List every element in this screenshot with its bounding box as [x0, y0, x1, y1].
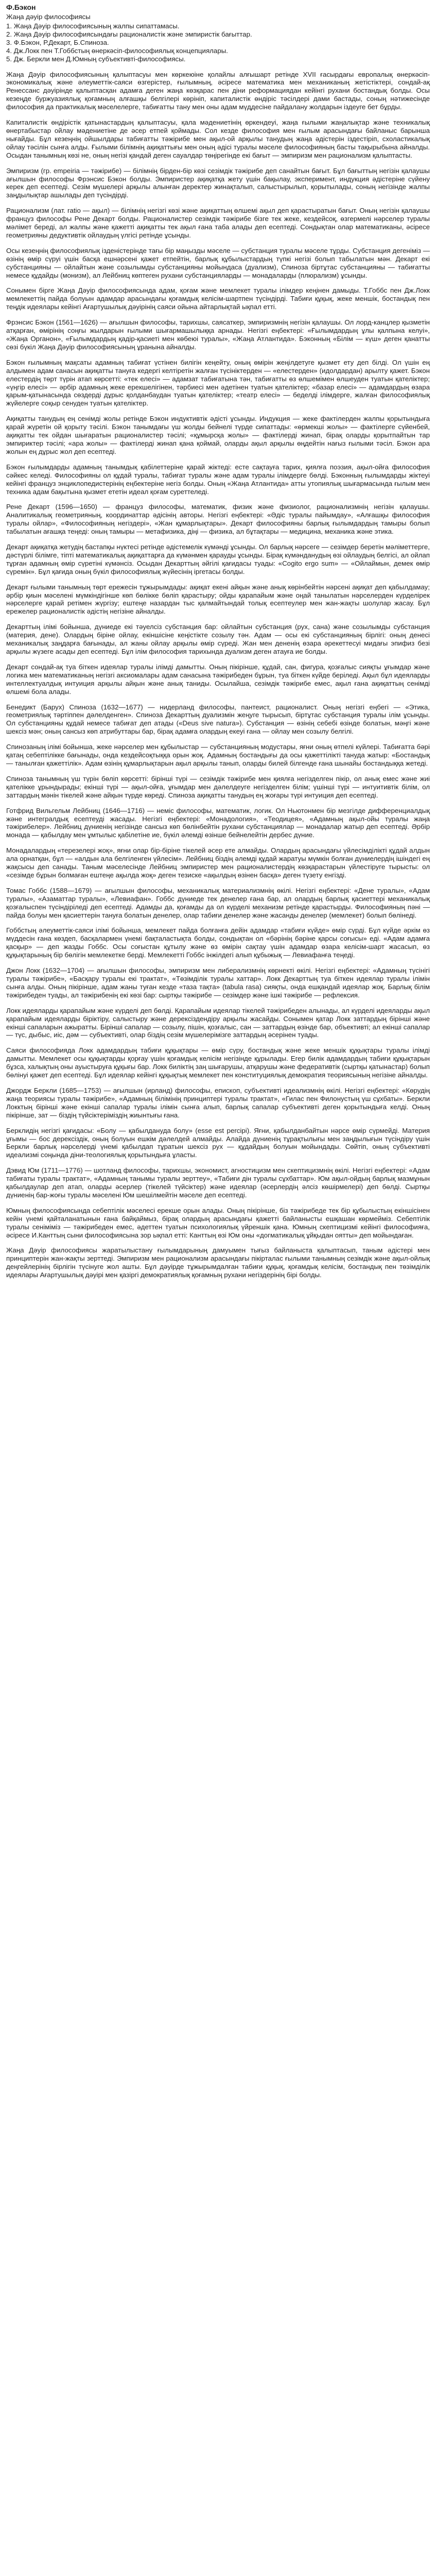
paragraph: Дэвид Юм (1711—1776) — шотланд философы, тарихшы, экономист, агностицизм мен скептицизмнің өкілі. Негізгі еңбектері: «Адам табиғаты туралы трактат», «Адамның танымы туралы зерттеу», «Табиғи дін туралы сұхбаттар». Юм ақыл-ойдың барлық мазмұнын қабылдаулар деп атап, оларды әсерлер (тікелей түйсіктер) және идеялар (әсерлердің әлсіз көшірмелері) деп бөлді. Сыртқы дүниенің бар-жоғы туралы мәселені Юм шешілмейтін мәселе деп есептеді. — [6, 1166, 430, 1199]
paragraph: Джордж Беркли (1685—1753) — ағылшын (ирланд) философы, епископ, субъективті идеализмнің өкілі. Негізгі еңбектері: «Көрудің жаңа теориясы туралы тәжірибе», «Адамның білімінің принциптері туралы трактат», «Гилас пен Филонустың үш сұхбаты». Беркли Локктың бірінші және екінші сапалар туралы ілімін сынға алып, барлық сапалар субъективті деген қорытындыға келді. Оның пікірінше, зат — біздің түйсіктеріміздің жиынтығы ғана. — [6, 1086, 430, 1119]
paragraph: Фрэнсис Бэкон (1561—1626) — ағылшын философы, тарихшы, саясаткер, эмпиризмнің негізін қалаушы. Ол лорд-канцлер қызметін атқарған, өмірінің соңғы жылдарын ғылыми шығармашылыққа арнады. Негізгі еңбектері: «Ғылымдардың ұлы қалпына келуі», «Жаңа Органон», «Ғылымдардың қадір-қасиеті мен көбеюі туралы», «Жаңа Атлантида». Бэконның «Білім — күш» деген қанатты сөзі бүкіл Жаңа Дәуір философиясының ұранына айналды. — [6, 318, 430, 351]
paragraph: Саяси философияда Локк адамдардың табиғи құқықтары — өмір сүру, бостандық және жеке меншік құқықтары туралы ілімді дамытты. Мемлекет осы құқықтарды қорғау үшін қоғамдық келісім негізінде құрылады. Егер билік адамдардың табиғи құқықтарын бұзса, халықтың оны ауыстыруға құқығы бар. Локк биліктің заң шығарушы, атқарушы және федеративтік (сыртқы қатынастар) болып бөлінуі қажет деп есептеді. Бұл идеялар кейінгі құқықтық мемлекет пен конституциялық демократия теориясының негізіне айналды. — [6, 1046, 430, 1079]
paragraph: Декарт ақиқатқа жетудің бастапқы нүктесі ретінде әдістемелік күмәнді ұсынды. Ол барлық нәрсеге — сезімдер беретін мәліметтерге, дәстүрлі білімге, тіпті математикалық ақиқаттарға да күмәнмен қарауды ұсынды. Бірақ күмәнданудың өзі ойлаудың белгісі, ал ойлап тұрған адамның өмір сүретіні күмәнсіз. Осыдан Декарттың әйгілі қағидасы туады: «Cogito ergo sum» — «Ойлаймын, демек өмір сүремін». Бұл қағида оның бүкіл философиялық жүйесінің іргетасы болды. — [6, 543, 430, 575]
paragraph: Юмның философиясында себептілік мәселесі ерекше орын алады. Оның пікірінше, біз тәжірибеде тек бір құбылыстың екіншісінен кейін үнемі қайталанатынын ғана байқаймыз, бірақ олардың арасындағы қажетті байланысты ешқашан көрмейміз. Себептілік туралы сеніміміз — тәжірибеден емес, әдеттен туатын психологиялық үйреншік қана. Юмның скептицизмі кейінгі философияға, әсіресе И.Канттың сыни философиясына зор ықпал етті: Канттың өзі Юм оны «догматикалық ұйқыдан оятты» деп мойындаған. — [6, 1206, 430, 1239]
paragraph: Бэкон ғылымның мақсаты адамның табиғат үстінен билігін кеңейту, оның өмірін жеңілдетуге қызмет ету деп білді. Ол үшін ең алдымен адам санасын ақиқатты тануға кедергі келтіретін жалған түсініктерден — «елестерден» (идолдардан) арылту қажет. Бэкон елестердің төрт түрін атап көрсетті: «тек елесі» — адамзат табиғатына тән, табиғатты өз өлшемімен өлшеуден туатын қателіктер; «үңгір елесі» — әрбір адамның жеке ерекшелігінен, тәрбиесі мен әдетінен туатын қателіктер; «базар елесі» — адамдардың өзара қарым-қатынасында сөздерді дұрыс қолданбаудан туатын қателіктер; «театр елесі» — беделді ілімдерге, жалған философиялық жүйелерге соқыр сенуден туатын қателіктер. — [6, 358, 430, 408]
paragraph: Капиталистік өндірістік қатынастардың қалыптасуы, қала мәдениетінің өркендеуі, жаңа ғылыми жаңалықтар және техникалық өнертабыстар ойлау мәдениетіне де әсер етпей қоймады. Сол кезде философия мен ғылым арасындағы байланыс барынша нығайды. Бұл кезеңнің ойшылдары табиғатты тәжірибе мен ақыл-ой арқылы танудың жаңа әдістерін іздестіріп, схоластикалық ойлау тәсілін сынға алды. Ғылыми білімнің ақиқаттығы мен оның әдісі туралы мәселе философияның басты тақырыбына айналды. Осыдан танымның көзі не, оның негізі қандай деген сауалдар төңірегінде екі бағыт — эмпиризм мен рационализм қалыптасты. — [6, 118, 430, 159]
outline-item: 5. Дж. Беркли мен Д.Юмның субъективті-философиясы. — [6, 55, 186, 63]
paragraph: Томас Гоббс (1588—1679) — ағылшын философы, механикалық материализмнің өкілі. Негізгі еңбектері: «Дене туралы», «Адам туралы», «Азаматтар туралы», «Левиафан». Гоббс дүниеде тек денелер ғана бар, ал олардың барлық қасиеттері механикалық қозғалыспен түсіндіріледі деп есептеді. Адамды да, қоғамды да ол күрделі механизм ретінде қарастырды. Философияның пәні — пайда болуы мен қасиеттерін тануға болатын денелер, олар табиғи денелер және жасанды денелер (мемлекет) болып бөлінеді. — [6, 886, 430, 919]
document-title: Ф.Бэкон — [6, 3, 36, 11]
paragraph: Осы кезеңнің философиялық ізденістерінде тағы бір маңызды мәселе — субстанция туралы мәселе тұрды. Субстанция дегеніміз — өзінің өмір сүруі үшін басқа ешнәрсені қажет етпейтін, барлық құбылыстардың түпкі негізі болып табылатын мән. Декарт екі субстанцияны — ойлайтын және созылымды субстанцияны мойындаса (дуализм), Спиноза біртұтас субстанцияны — табиғатты немесе құдайды (монизм), ал Лейбниц көптеген рухани субстанцияларды — монадаларды (плюрализм) ұсынды. — [6, 246, 430, 279]
outline-item: 3. Ф.Бэкон, Р.Декарт, Б.Спиноза. — [6, 38, 109, 46]
paragraph: Эмпиризм (гр. empeiria — тәжірибе) — білімнің бірден-бір көзі сезімдік тәжірибе деп санайтын бағыт. Бұл бағыттың негізін қалаушы ағылшын философы Фрэнсис Бэкон болды. Эмпиристер ақиқатқа жету үшін бақылау, эксперимент, индукция әдістеріне сүйену керек деп есептеді. Сезім мүшелері арқылы алынған деректер жинақталып, салыстырылып, қорытылады, соның негізінде жалпы заңдылықтар ашылады деп түсіндірді. — [6, 166, 430, 199]
outline-item: 4. Дж.Локк пен Т.Гоббстың өнеркәсіп-философиялық концепциялары. — [6, 46, 228, 55]
paragraph: Ақиқатты танудың ең сенімді жолы ретінде Бэкон индуктивтік әдісті ұсынды. Индукция — жеке фактілерден жалпы қорытындыға қарай жүретін ой қорыту тәсілі. Бэкон танымдағы үш жолды бейнелі түрде сипаттады: «өрмекші жолы» — фактілерге сүйенбей, ақиқатты тек ойдан шығаратын рационалистер тәсілі; «құмырсқа жолы» — фактілерді жинап, бірақ оларды қорытпайтын тар эмпириктер тәсілі; «ара жолы» — фактілерді жинап қана қоймай, оларды ақыл арқылы өңдейтін нағыз ғылыми тәсіл. Бэкон ара жолын ең дұрыс жол деп есептеді. — [6, 415, 430, 455]
paragraph: Локк идеяларды қарапайым және күрделі деп бөлді. Қарапайым идеялар тікелей тәжірибеден алынады, ал күрделі идеяларды ақыл қарапайым идеяларды біріктіру, салыстыру және дерексіздендіру арқылы жасайды. Сонымен қатар Локк заттардың бірінші және екінші сапаларын ажыратты. Бірінші сапалар — созылу, пішін, қозғалыс, сан — заттардың өзінде бар, объективті; ал екінші сапалар — түс, дыбыс, иіс, дәм — субъективті, олар біздің сезім мүшелерімізге заттардың әсерінен туады. — [6, 1006, 430, 1039]
paragraph: Спинозаның ілімі бойынша, жеке нәрселер мен құбылыстар — субстанцияның модустары, яғни оның өтпелі күйлері. Табиғатта бәрі қатаң себептілікке бағынады, онда кездейсоқтыққа орын жоқ. Адамның бостандығы да осы қажеттілікті тануда жатыр: «Бостандық — танылған қажеттілік». Адам өзінің құмарлықтарын ақыл арқылы танып, оларды билей білгенде ғана шынайы бостандыққа жетеді. — [6, 743, 430, 767]
paragraph: Декарт ғылыми танымның төрт ережесін тұжырымдады: ақиқат екені айқын және анық көрінбейтін нәрсені ақиқат деп қабылдамау; әрбір қиын мәселені мүмкіндігінше көп бөлікке бөліп қарастыру; ойды қарапайым және оңай танылатын нәрселерден күрделірек нәрселерге қарай ретімен жүргізу; ештеңе назардан тыс қалмайтындай толық есептеулер мен жан-жақты шолулар жасау. Бұл ережелер рационалистік әдістің негізіне айналды. — [6, 583, 430, 616]
outline-item: 1. Жаңа Дәуір философиясының жалпы сипаттамасы. — [6, 22, 180, 30]
paragraph: Жаңа Дәуір философиясы жаратылыстану ғылымдарының дамуымен тығыз байланыста қалыптасып, таным әдістері мен принциптерін жан-жақты зерттеді. Эмпиризм мен рационализм арасындағы пікірталас ғылыми танымның сезімдік және ақыл-ойлық деңгейлерінің бірлігін түсінуге жол ашты. Бұл дәуірде тұжырымдалған табиғи құқық, қоғамдық келісім, бостандық пен төзімділік идеялары Ағартушылық дәуірі мен қазіргі демократиялық қоғамның рухани негіздерінің бірі болды. — [6, 1246, 430, 1279]
paragraph: Берклидің негізгі қағидасы: «Болу — қабылдануда болу» (esse est percipi). Яғни, қабылданбайтын нәрсе өмір сүрмейді. Материя ұғымы — бос дерексіздік, оның болуын ешкім дәлелдей алмайды. Алайда дүниенің тұрақтылығы мен заңдылығын түсіндіру үшін Беркли барлық нәрселерді үнемі қабылдап тұратын шексіз рух — құдайдың болуын мойындады. Сөйтіп, оның субъективті идеализмі соңында діни-теологиялық қорытындыға ұласты. — [6, 1126, 430, 1159]
paragraph: Рационализм (лат. ratio — ақыл) — білімнің негізгі көзі және ақиқаттың өлшемі ақыл деп қарастыратын бағыт. Оның негізін қалаушы француз философы Рене Декарт болды. Рационалистер сезімдік тәжірибе бізге тек жеке, кездейсоқ, өзгермелі нәрселер туралы мәлімет береді, ал жалпы және қажетті ақиқатты тек ақыл ғана таба алады деп есептеді. Сондықтан олар математиканы, әсіресе геометрияны дедуктивтік ойлаудың үлгісі ретінде ұсынды. — [6, 207, 430, 239]
paragraph: Декарт сондай-ақ туа біткен идеялар туралы ілімді дамытты. Оның пікірінше, құдай, сан, фигура, қозғалыс сияқты ұғымдар және логика мен математиканың негізгі аксиомалары адам санасына тәжірибеден бұрын, туа біткен күйде беріледі. Ақыл бұл идеяларды интеллектуалдық интуиция арқылы айқын және анық таниды. Осылайша, сезімдік тәжірибе емес, ақыл ғана ақиқаттың сенімді өлшемі бола алады. — [6, 663, 430, 696]
paragraph: Декарттың ілімі бойынша, дүниеде екі тәуелсіз субстанция бар: ойлайтын субстанция (рух, сана) және созылымды субстанция (материя, дене). Олардың біріне ойлау, екіншісіне кеңістікте созылу тән. Адам — осы екі субстанцияның бірлігі: оның денесі механикалық заңдарға бағынады, ал жаны ойлау арқылы өмір сүреді. Жан мен дененің өзара әрекеттесуі мидағы эпифиз безі арқылы жүзеге асады деп есептеді. Бұл ілім философия тарихында дуализм деген атауға ие болды. — [6, 623, 430, 655]
paragraph: Гоббстың әлеуметтік-саяси ілімі бойынша, мемлекет пайда болғанға дейін адамдар «табиғи күйде» өмір сүрді. Бұл күйде әркім өз мүддесін ғана көздеп, басқалармен үнемі бақталастықта болды, сондықтан ол «бәрінің бәріне қарсы соғысы» еді. «Адам адамға қасқыр» — деп жазды Гоббс. Осы соғыстан құтылу және өз өмірін сақтау үшін адамдар өзара келісім-шарт жасасып, өз құқықтарының бір бөлігін мемлекетке берді. Мемлекетті Гоббс інжілдегі алып құбыжық — Левиафанға теңеді. — [6, 926, 430, 959]
paragraph: Бенедикт (Барух) Спиноза (1632—1677) — нидерланд философы, пантеист, рационалист. Оның негізгі еңбегі — «Этика, геометриялық тәртіппен дәлелденген». Спиноза Декарттың дуализмін жеңуге тырысып, біртұтас субстанция туралы ілім ұсынды. Ол субстанцияны құдай немесе табиғат деп атады («Deus sive natura»). Субстанция — өзінің себебі өзінде болатын, мәңгі және шексіз мән; оның сансыз көп атрибуттары бар, бірақ адамға олардың екеуі ғана — ойлау мен созылу белгілі. — [6, 703, 430, 736]
paragraph: Сонымен бірге Жаңа Дәуір философиясында адам, қоғам және мемлекет туралы ілімдер кеңінен дамыды. Т.Гоббс пен Дж.Локк мемлекеттің пайда болуын адамдар арасындағы қоғамдық келісім-шартпен түсіндірді. Табиғи құқық, жеке меншік, бостандық пен теңдік идеялары кейінгі Ағартушылық дәуірінің саяси ойына айтарлықтай ықпал етті. — [6, 286, 430, 311]
paragraph: Готфрид Вильгельм Лейбниц (1646—1716) — неміс философы, математик, логик. Ол Ньютонмен бір мезгілде дифференциалдық және интегралдық есептеуді жасады. Негізгі еңбектері: «Монадология», «Теодицея», «Адамның ақыл-ойы туралы жаңа тәжірибелер». Лейбниц дүниенің негізінде сансыз көп бөлінбейтін рухани субстанциялар — монадалар жатыр деп есептеді. Әрбір монада — қабылдау мен ұмтылыс қабілетіне ие, бүкіл әлемді өзінше бейнелейтін дербес дүние. — [6, 806, 430, 839]
outline-item: 2. Жаңа Дәуір философиясындағы рационалистік және эмпиристік бағыттар. — [6, 30, 252, 38]
paragraph: Спиноза танымның үш түрін бөліп көрсетті: бірінші түрі — сезімдік тәжірибе мен қиялға негізделген пікір, ол анық емес және жиі қателікке ұрындырады; екінші түрі — ақыл-ойға, ұғымдар мен дәлелдеуге негізделген білім; үшінші түрі — интуитивтік білім, ол заттардың мәнін тікелей және айқын түрде көреді. Спиноза ақиқатты танудың ең жоғары түрі интуиция деп есептеді. — [6, 774, 430, 799]
paragraph: Монадалардың «терезелері жоқ», яғни олар бір-біріне тікелей әсер ете алмайды. Олардың арасындағы үйлесімділікті құдай алдын ала орнатқан, бұл — «алдын ала белгіленген үйлесім». Лейбниц біздің әлемді құдай жаратуы мүмкін болған дүниелердің ішіндегі ең жақсысы деп санады. Таным мәселесінде Лейбниц эмпиристер мен рационалистердің көзқарастарын үйлестіруге тырысты: ол «сезімде бұрын болмаған ештеңе ақылда жоқ» деген тезиске «ақылдың өзінен басқа» деген түзету енгізді. — [6, 846, 430, 879]
document-body — [6, 22, 430, 1279]
document-subtitle: Жаңа дәуір философиясы — [6, 13, 91, 21]
paragraph: Рене Декарт (1596—1650) — француз философы, математик, физик және физиолог, рационализмнің негізін қалаушы. Аналитикалық геометрияның, координаттар әдісінің авторы. Негізгі еңбектері: «Әдіс туралы пайымдау», «Алғашқы философия туралы ойлар», «Философияның негіздері», «Жан құмарлықтары». Декарт философияны барлық ғылымдардың тамыры болып табылатын ағашқа теңеді: оның тамыры — метафизика, діңі — физика, ал бұтақтары — медицина, механика және этика. — [6, 503, 430, 536]
paragraph: Джон Локк (1632—1704) — ағылшын философы, эмпиризм мен либерализмнің көрнекті өкілі. Негізгі еңбектері: «Адамның түсінігі туралы тәжірибе», «Басқару туралы екі трактат», «Төзімділік туралы хаттар». Локк Декарттың туа біткен идеялар туралы ілімін сынға алды. Оның пікірінше, адам жаны туған кезде «таза тақта» (tabula rasa) сияқты, онда ешқандай идеялар жоқ. Барлық білім тәжірибеден туады, ал тәжірибенің екі көзі бар: сыртқы тәжірибе — сезімдер және ішкі тәжірибе — рефлексия. — [6, 967, 430, 999]
paragraph: Бэкон ғылымдарды адамның танымдық қабілеттеріне қарай жіктеді: есте сақтауға тарих, қиялға поэзия, ақыл-ойға философия сәйкес келеді. Философияны ол құдай туралы, табиғат туралы және адам туралы ілімдерге бөлді. Бэконның ғылымдарды жіктеуі кейінгі француз энциклопедистерінің еңбектеріне негіз болды. Оның «Жаңа Атлантида» атты утопиялық шығармасында ғылым мен техника адам бақытына қызмет ететін идеал қоғам суреттеледі. — [6, 463, 430, 496]
paragraph: Жаңа Дәуір философиясының қалыптасуы мен көркеюіне қолайлы алғышарт ретінде XVII ғасырдағы европалық өнеркәсіп-экономикалық және әлеуметтік-саяси өзгерістер, ғылымның, әсіресе математика мен механиканың жетістіктері, сондай-ақ Ренессанс дәуірінде қалыптасқан адамға деген жаңа көзқарас пен діни реформациядан кейінгі рухани бостандық болды. Осы кезеңде буржуазиялық қоғамның алғашқы белгілері көрініп, капиталистік өндіріс тәсілдері дами бастады, соның нәтижесінде философия да практикалық мәселелерге, табиғатты тану мен оны адам мүддесіне пайдалану жолдарын іздеуге бет бұрды. — [6, 70, 430, 111]
